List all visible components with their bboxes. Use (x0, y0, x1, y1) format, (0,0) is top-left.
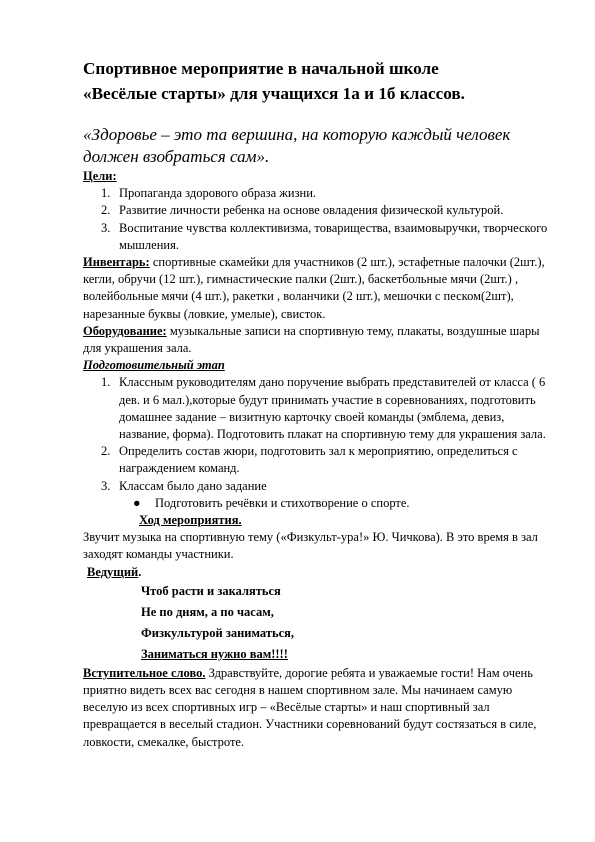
event-heading-line (83, 512, 553, 529)
list-number: 2. (101, 444, 111, 459)
list-number: 1. (101, 186, 111, 201)
prep-heading: Подготовительный этап (83, 358, 225, 373)
list-item-text: Воспитание чувства коллективизма, товарищества, взаимовыручки, творческого мышления. (119, 220, 548, 252)
host-label: Ведущий (87, 564, 139, 579)
host-line (83, 564, 553, 581)
epigraph-line-2: должен взобраться сам». (83, 147, 270, 166)
event-intro: Звучит музыка на спортивную тему («Физкульт-ура!» Ю. Чичкова). В это время в зал заходят команды участники. (83, 530, 538, 562)
welcome-paragraph (83, 665, 553, 751)
poem-line: Физкультурой заниматься, (141, 625, 295, 640)
page-title (83, 56, 553, 106)
list-item (83, 220, 553, 254)
list-item-text: Определить состав жюри, подготовить зал к мероприятию, определиться с награждением команд. (119, 444, 518, 476)
poem-line: Чтоб расти и закаляться (141, 583, 281, 598)
list-item (83, 185, 553, 202)
inventory-paragraph (83, 254, 553, 323)
document-body (83, 168, 553, 751)
prep-list (83, 374, 553, 494)
list-item-text: Пропаганда здорового образа жизни. (119, 186, 317, 201)
equipment-text: музыкальные записи на спортивную тему, плакаты, воздушные шары для украшения зала. (83, 323, 540, 356)
list-item (83, 478, 553, 495)
list-item (83, 495, 553, 512)
goals-list (83, 185, 553, 254)
host-suffix: . (138, 564, 142, 579)
list-item-text: Развитие личности ребенка на основе овладения физической культурой. (119, 203, 504, 218)
list-item (83, 374, 553, 443)
welcome-label: Вступительное слово. (83, 665, 206, 680)
list-number: 1. (101, 375, 111, 390)
list-number: 3. (101, 478, 111, 493)
list-number: 3. (101, 220, 111, 235)
poem-line: Не по дням, а по часам, (141, 604, 274, 619)
epigraph (83, 124, 543, 168)
list-number: 2. (101, 203, 111, 218)
equipment-paragraph (83, 323, 553, 357)
poem (83, 581, 553, 665)
event-heading: Ход мероприятия. (139, 513, 242, 528)
list-item-text: Классам было дано задание (119, 478, 267, 493)
equipment-label: Оборудование: (83, 323, 167, 338)
prep-bullets (83, 495, 553, 512)
welcome-text: Здравствуйте, дорогие ребята и уважаемые гости! Нам очень приятно видеть всех вас сегодня в нашем спортивном зале. Мы начинаем самую веселую из всех спортивных игр – «Весёлые старты» и наш спортивный зал превращается в веселый стадион. Участники соревнований будут состязаться в силе, ловкости, смекалке, быстроте. (83, 665, 537, 749)
list-item-text: Подготовить речёвки и стихотворение о спорте. (155, 495, 410, 510)
list-item-text: Классным руководителям дано поручение выбрать представителей от класса ( 6 дев. и 6 мал.),которые будут принимать участие в соревнованиях, подготовить домашнее задание – визитную карточку своей команды (эмблема, девиз, название, форма). Подготовить плакат на спортивную тему для украшения зала. (119, 375, 546, 442)
poem-line: Заниматься нужно вам!!!! (141, 646, 288, 661)
bullet-icon: ● (133, 495, 141, 510)
inventory-label: Инвентарь: (83, 255, 150, 270)
title-line-1: Спортивное мероприятие в начальной школе (83, 59, 439, 78)
goals-heading: Цели: (83, 169, 117, 183)
list-item (83, 202, 553, 219)
epigraph-line-1: «Здоровье – это та вершина, на которую каждый человек (83, 125, 511, 144)
title-line-2: «Весёлые старты» для учащихся 1а и 1б классов. (83, 84, 465, 103)
inventory-text: спортивные скамейки для участников (2 шт.), эстафетные палочки (2шт.), кегли, обручи (12 шт.), гимнастические палки (2шт.), баскетбольные мячи (2шт.) , волейбольные мячи (4 шт.), ракетки , воланчики (2 шт.), мешочки с песком(2шт), нарезанные буквы (ловкие, умелые), свисток. (83, 255, 545, 321)
list-item (83, 443, 553, 477)
